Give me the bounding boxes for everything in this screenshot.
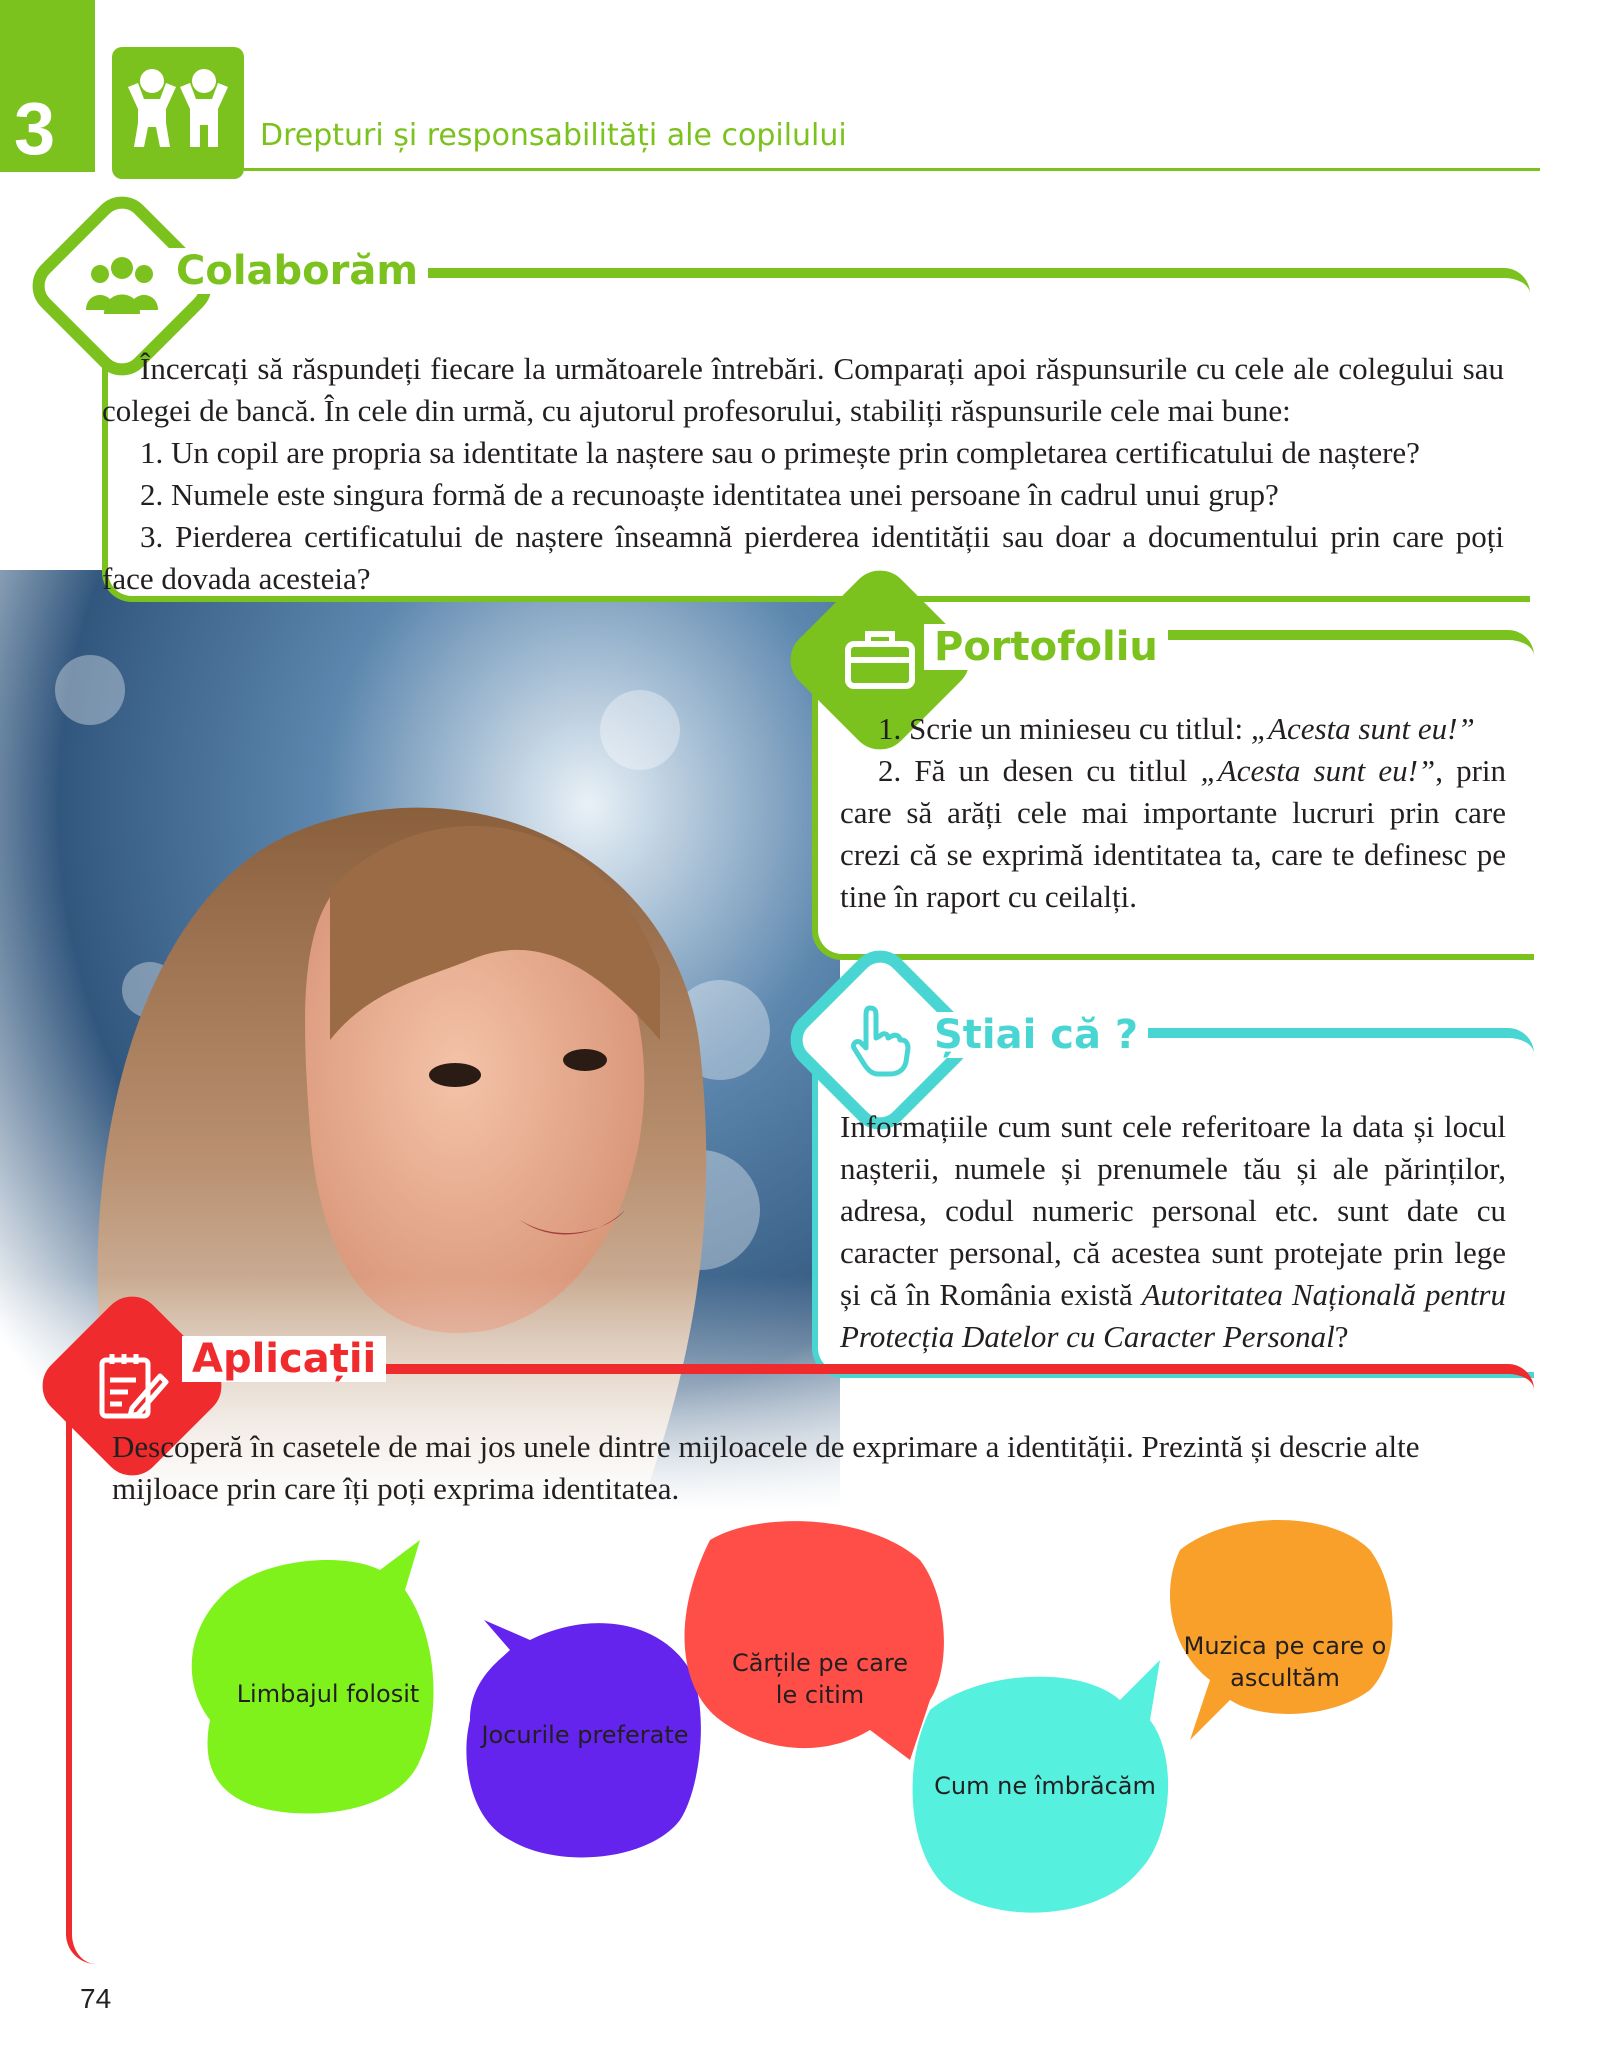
bubble-label-jocurile: Jocurile preferate [481, 1721, 689, 1749]
bubble-label-limbajul: Limbajul folosit [236, 1680, 420, 1708]
question-3: 3. Pierderea certificatului de naștere înseamnă pierderea identității sau doar a documentului prin care poți face dovada acesteia? [102, 519, 1504, 596]
portofoliu-text [840, 708, 1506, 918]
aplicatii-title: Aplicații [192, 1336, 377, 1382]
header-divider [244, 168, 1540, 171]
question-1: 1. Un copil are propria sa identitate la naștere sau o primește prin completarea certificatului de naștere? [140, 435, 1420, 470]
bubble-label-muzica: Muzica pe care o ascultăm [1183, 1632, 1387, 1692]
aplicatii-paragraph: Descoperă în casetele de mai jos unele dintre mijloacele de exprimare a identității. Prezintă și descrie alte mijloace prin care îți poți exprima identitatea. [112, 1429, 1420, 1506]
aplicatii-text [112, 1426, 1522, 1510]
portofoliu-item-1: 1. Scrie un minieseu cu titlul: „Acesta sunt eu!” [878, 711, 1475, 746]
bubble-cartile [685, 1521, 944, 1760]
notepad-pencil-icon [92, 1346, 172, 1426]
colaboram-text [102, 348, 1504, 600]
pointing-hand-icon [840, 1000, 920, 1080]
colaboram-title-wrap [168, 248, 428, 294]
stiai-title: Știai că ? [934, 1012, 1139, 1058]
bubble-label-cartile: Cărțile pe care le citim [731, 1649, 909, 1709]
chapter-number: 3 [14, 87, 56, 170]
chapter-number-tab [0, 0, 95, 172]
bubble-limbajul [192, 1540, 434, 1813]
speech-bubbles [0, 1520, 1614, 1940]
colaboram-title: Colaborăm [176, 248, 419, 294]
bubble-label-cum: Cum ne îmbrăcăm [934, 1772, 1156, 1800]
stiai-text [840, 1106, 1506, 1358]
aplicatii-title-wrap [182, 1336, 386, 1382]
portofoliu-title-wrap [924, 624, 1168, 670]
stiai-paragraph: Informațiile cum sunt cele referitoare la data și locul nașterii, numele și prenumele tău și ale părinților, adresa, codul numeric personal etc. sunt date cu caracter personal, că acestea sunt protejate prin lege și că în România există Autoritatea Națională pentru Protecția Datelor cu Caracter Personal? [840, 1109, 1506, 1354]
children-icon [112, 47, 244, 179]
portofoliu-title: Portofoliu [934, 624, 1158, 670]
briefcase-icon [840, 620, 920, 700]
group-icon [80, 244, 164, 328]
stiai-title-wrap [924, 1012, 1148, 1058]
page-number: 74 [80, 1983, 112, 2014]
chapter-title: Drepturi și responsabilități ale copilului [260, 118, 847, 153]
question-2: 2. Numele este singura formă de a recunoaște identitatea unei persoane în cadrul unui grup? [140, 477, 1279, 512]
portofoliu-item-2: 2. Fă un desen cu titlul „Acesta sunt eu!”, prin care să arăți cele mai importante lucruri prin care crezi că se exprimă identitatea ta, care te definesc pe tine în raport cu ceilalți. [840, 753, 1507, 914]
colaboram-intro: Încercați să răspundeți fiecare la următoarele întrebări. Comparați apoi răspunsurile cu cele ale colegului sau colegei de bancă. În cele din urmă, cu ajutorul profesorului, stabiliți răspunsurile cele mai bune: [102, 351, 1504, 428]
